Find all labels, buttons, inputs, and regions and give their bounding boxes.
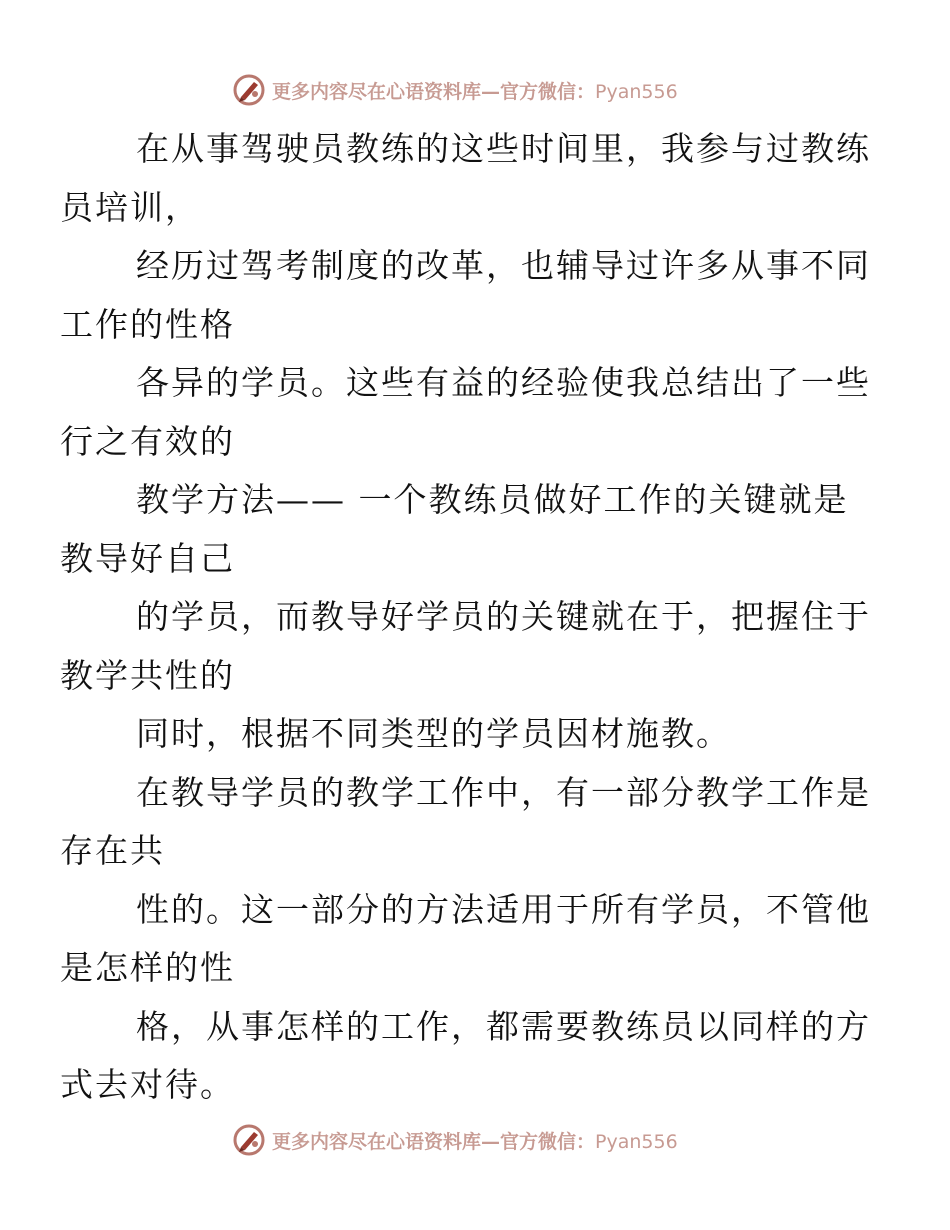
paragraph: 经历过驾考制度的改革，也辅导过许多从事不同 工作的性格: [60, 246, 871, 344]
watermark-footer: [232, 1120, 678, 1160]
brand-logo-icon: [232, 73, 266, 107]
watermark-header: [232, 70, 678, 110]
paragraph: 格，从事怎样的工作，都需要教练员以同样的方 式去对待。: [60, 1006, 871, 1104]
watermark-text: 更多内容尽在心语资料库—官方微信：Pyan556: [272, 80, 678, 103]
paragraph: 同时，根据不同类型的学员因材施教。: [136, 714, 731, 753]
paragraph: 在教导学员的教学工作中，有一部分教学工作是 存在共: [60, 772, 871, 870]
paragraph: 在从事驾驶员教练的这些时间里，我参与过教练 员培训，: [60, 129, 871, 227]
brand-logo-icon: [232, 1123, 266, 1157]
paragraph: 教学方法—— 一个教练员做好工作的关键就是 教导好自己: [60, 480, 849, 578]
paragraph: 的学员，而教导好学员的关键就在于，把握住于 教学共性的: [60, 597, 871, 695]
paragraph: 各异的学员。这些有益的经验使我总结出了一些 行之有效的: [60, 363, 871, 461]
document-body: [60, 120, 871, 1115]
watermark-text: 更多内容尽在心语资料库—官方微信：Pyan556: [272, 1130, 678, 1153]
paragraph: 性的。这一部分的方法适用于所有学员，不管他 是怎样的性: [60, 889, 871, 987]
